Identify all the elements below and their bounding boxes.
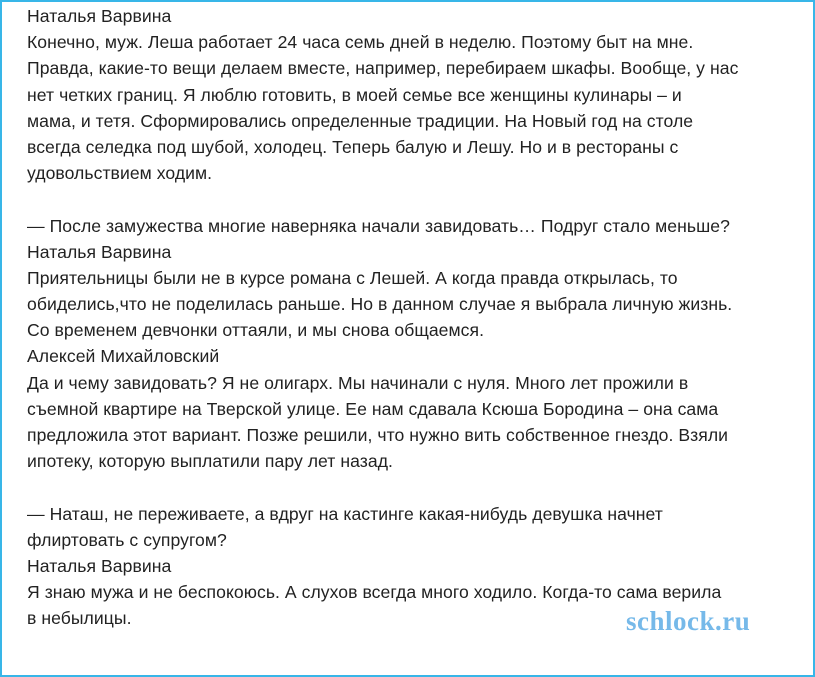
paragraph-line: удовольствием ходим.	[27, 163, 213, 184]
paragraph-line: съемной квартире на Тверской улице. Ее нам сдавала Ксюша Бородина – она сама	[27, 398, 719, 419]
speaker-name: Наталья Варвина	[27, 555, 172, 576]
paragraph-line: предложила этот вариант. Позже решили, что нужно вить собственное гнездо. Взяли	[27, 425, 729, 445]
watermark-logo: schlock.ru	[626, 606, 751, 636]
speaker-name: Наталья Варвина	[27, 6, 172, 26]
paragraph-line: Приятельницы были не в курсе романа с Лешей. А когда правда открылась, то	[27, 267, 678, 288]
paragraph-line: нет четких границ. Я люблю готовить, в моей семье все женщины кулинары – и	[27, 84, 682, 105]
speaker-name: Наталья Варвина	[27, 241, 172, 262]
interview-question: — Наташ, не переживаете, а вдруг на кастинге какая-нибудь девушка начнет	[27, 503, 663, 524]
interview-question: флиртовать с супругом?	[27, 529, 227, 550]
speaker-name: Алексей Михайловский	[27, 346, 220, 367]
article-text	[27, 3, 807, 632]
paragraph-line: в небылицы.	[27, 608, 132, 629]
paragraph-line: Со временем девчонки оттаяли, и мы снова общаемся.	[27, 320, 485, 341]
paragraph-gap	[27, 186, 807, 212]
paragraph-line: ипотеку, которую выплатили пару лет назад.	[27, 451, 393, 472]
paragraph-line: всегда селедка под шубой, холодец. Теперь балую и Лешу. Но и в рестораны с	[27, 136, 679, 157]
paragraph-line: Конечно, муж. Леша работает 24 часа семь дней в неделю. Поэтому быт на мне.	[27, 32, 694, 53]
paragraph-line: Я знаю мужа и не беспокоюсь. А слухов всегда много ходило. Когда-то сама верила	[27, 582, 722, 603]
paragraph-gap	[27, 474, 807, 500]
paragraph-line: Да и чему завидовать? Я не олигарх. Мы начинали с нуля. Много лет прожили в	[27, 372, 689, 393]
paragraph-line: мама, и тетя. Сформировались определенные традиции. На Новый год на столе	[27, 110, 694, 131]
paragraph-line: обиделись,что не поделилась раньше. Но в данном случае я выбрала личную жизнь.	[27, 294, 733, 315]
interview-question: — После замужества многие наверняка начали завидовать… Подруг стало меньше?	[27, 215, 730, 236]
paragraph-line: Правда, какие-то вещи делаем вместе, например, перебираем шкафы. Вообще, у нас	[27, 58, 739, 79]
